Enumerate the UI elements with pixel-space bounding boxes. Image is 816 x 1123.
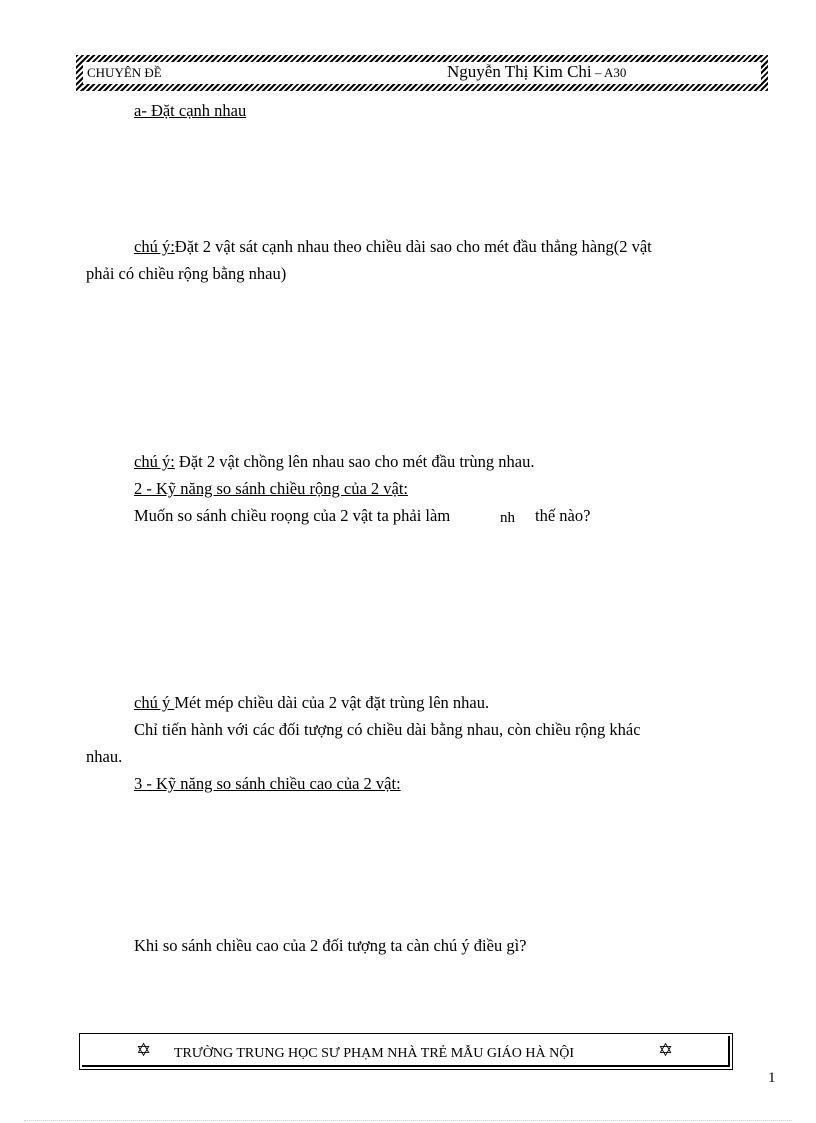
- author-code: – A30: [591, 65, 627, 80]
- header-border-bottom: [76, 84, 768, 91]
- note-1-text: Đặt 2 vật sát cạnh nhau theo chiều dài sao cho mét đầu thẳng hàng(2 vật: [174, 237, 652, 256]
- note-2: [134, 452, 535, 472]
- header-inner: [83, 62, 761, 84]
- note-1-label: chú ý:: [134, 237, 175, 256]
- question-width-nh: nh: [500, 510, 515, 526]
- page-number: 1: [768, 1070, 776, 1086]
- question-width-a: Muốn so sánh chiều roọng của 2 vật ta phải làm: [134, 506, 451, 525]
- page-footer: [79, 1033, 733, 1070]
- star-of-david-icon: ✡: [136, 1040, 152, 1061]
- note-3: [134, 693, 489, 713]
- header-topic: CHUYÊN ĐỀ: [87, 65, 162, 80]
- star-of-david-icon: ✡: [658, 1040, 674, 1061]
- note-3-label: chú ý: [134, 693, 175, 712]
- footer-school-name: TRƯỜNG TRUNG HỌC SƯ PHẠM NHÀ TRẺ MẪU GIÁO HÀ NỘI: [174, 1046, 574, 1061]
- author-name: Nguyễn Thị Kim Chi: [447, 62, 592, 81]
- note-1: [134, 237, 652, 257]
- note-3-text: Mét mép chiều dài của 2 vật đặt trùng lên nhau.: [174, 693, 490, 712]
- heading-a: a- Đặt cạnh nhau: [134, 101, 247, 120]
- note-2-label: chú ý:: [134, 452, 175, 471]
- paragraph-line-2: nhau.: [86, 747, 123, 766]
- paragraph-line-1: Chỉ tiến hành với các đối tượng có chiều dài bằng nhau, còn chiều rộng khác: [134, 720, 641, 739]
- note-2-text: Đặt 2 vật chồng lên nhau sao cho mét đầu trùng nhau.: [174, 452, 535, 471]
- heading-2: 2 - Kỹ năng so sánh chiều rộng của 2 vật:: [134, 479, 409, 498]
- note-1-continuation: phải có chiều rộng bằng nhau): [86, 264, 287, 283]
- header-author: [447, 62, 626, 82]
- header-border-top: [76, 55, 768, 62]
- header-border-left: [76, 55, 83, 91]
- heading-3: 3 - Kỹ năng so sánh chiều cao của 2 vật:: [134, 774, 401, 793]
- header-border-right: [761, 55, 768, 91]
- page-header: [76, 55, 768, 91]
- page-bottom-divider: [24, 1120, 792, 1121]
- question-height: Khi so sánh chiều cao của 2 đối tượng ta càn chú ý điều gì?: [134, 936, 527, 955]
- question-width-b: thế nào?: [535, 506, 591, 525]
